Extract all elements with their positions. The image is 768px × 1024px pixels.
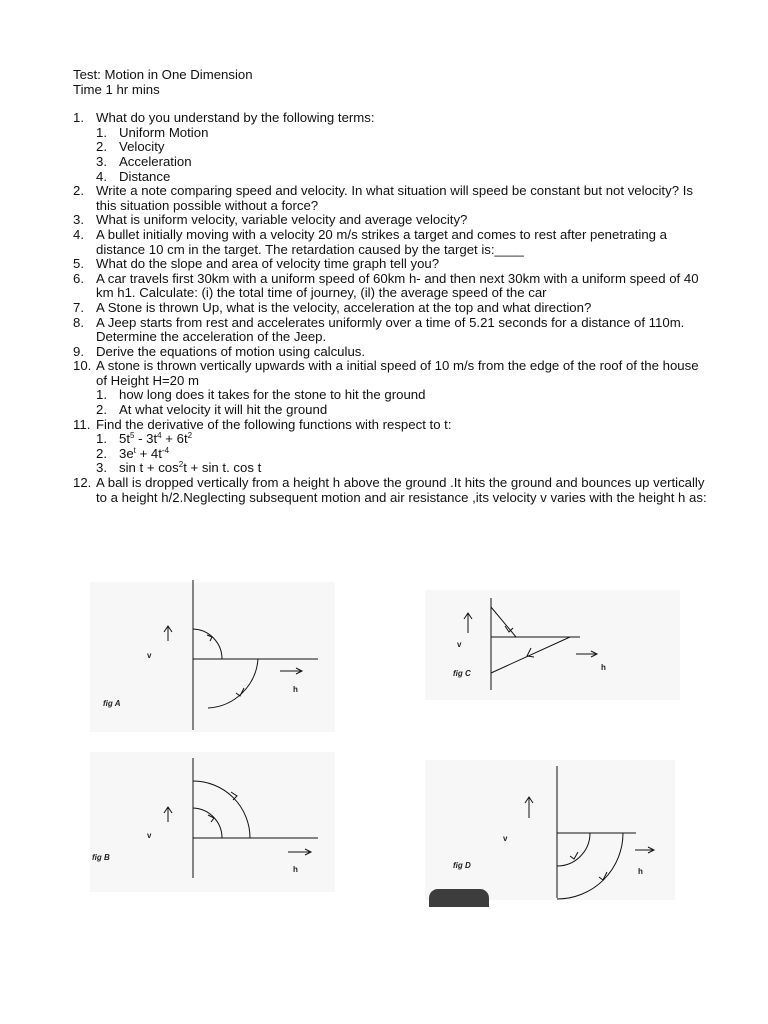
sub-text: At what velocity it will hit the ground <box>119 402 328 418</box>
sub-item <box>96 388 713 403</box>
question-list <box>73 111 713 505</box>
velocity-height-figures <box>0 560 768 920</box>
formula-exponent: -4 <box>161 445 170 455</box>
question-number: 10. <box>73 358 92 374</box>
sub-list <box>96 126 713 184</box>
fig-a-background <box>90 582 335 732</box>
fig-b-background <box>90 752 335 892</box>
document-body <box>73 68 713 505</box>
question-text: What is uniform velocity, variable velocity and average velocity? <box>96 212 468 228</box>
sub-number: 1. <box>96 431 107 447</box>
fig-d-label: fig D <box>453 861 471 870</box>
sub-text: Distance <box>119 168 171 184</box>
question-text: Find the derivative of the following functions with respect to t: <box>96 416 452 432</box>
formula-item <box>96 461 713 476</box>
fig-b-v-label: v <box>147 831 152 840</box>
question-11 <box>73 418 713 476</box>
question-9 <box>73 345 713 360</box>
page-tab[interactable] <box>429 889 489 907</box>
question-number: 11. <box>73 416 91 432</box>
question-number: 4. <box>73 226 84 242</box>
formula-term: - 3t <box>134 431 158 447</box>
fig-c-v-label: v <box>457 640 462 649</box>
question-1 <box>73 111 713 184</box>
question-5 <box>73 257 713 272</box>
question-text: A stone is thrown vertically upwards with a initial speed of 10 m/s from the edge of the roof of the house of Height H=20 m <box>96 358 699 388</box>
formula-term: + 6t <box>161 431 188 447</box>
sub-text: Velocity <box>119 139 165 155</box>
question-text: A bullet initially moving with a velocity 20 m/s strikes a target and comes to rest after penetrating a distance 10 cm in the target. The retardation caused by the target is:____ <box>96 226 667 257</box>
question-10 <box>73 359 713 417</box>
question-2 <box>73 184 713 213</box>
sub-text: Uniform Motion <box>119 124 209 140</box>
sub-number: 2. <box>96 139 107 155</box>
figure-area <box>0 560 768 920</box>
sub-number: 2. <box>96 402 107 418</box>
question-text: What do the slope and area of velocity time graph tell you? <box>96 256 440 272</box>
formula-term: 5t <box>119 431 130 447</box>
formula-item <box>96 432 713 447</box>
sub-item <box>96 170 713 185</box>
test-duration: Time 1 hr mins <box>73 81 160 97</box>
test-title: Test: Motion in One Dimension <box>73 67 253 82</box>
formula-term: 3e <box>119 445 134 461</box>
fig-a-label: fig A <box>103 699 121 708</box>
question-text: Derive the equations of motion using calculus. <box>96 343 366 359</box>
question-6 <box>73 272 713 301</box>
fig-d-h-label: h <box>638 867 643 876</box>
sub-item <box>96 403 713 418</box>
question-12 <box>73 476 713 505</box>
sub-number: 4. <box>96 168 107 184</box>
fig-c-h-label: h <box>601 663 606 672</box>
sub-item <box>96 126 713 141</box>
question-number: 8. <box>73 314 84 330</box>
fig-c-label: fig C <box>453 669 471 678</box>
formula-exponent: 2 <box>187 431 193 441</box>
question-8 <box>73 316 713 345</box>
question-text: A Stone is thrown Up, what is the velocity, acceleration at the top and what direction? <box>96 299 592 315</box>
question-number: 5. <box>73 256 84 272</box>
question-number: 12. <box>73 475 92 491</box>
question-3 <box>73 213 713 228</box>
formula-term: t + sin t. cos t <box>183 460 262 476</box>
question-text: A ball is dropped vertically from a height h above the ground .It hits the ground and bounces up vertically to a height h/2.Neglecting subsequent motion and air resistance ,its velocity v varies with the height h as: <box>96 475 707 505</box>
question-text: A car travels first 30km with a uniform speed of 60km h- and then next 30km with a uniform speed of 40 km h1. Calculate: (i) the total time of journey, (il) the average speed of the car <box>96 270 699 301</box>
formula-exponent: t <box>133 445 136 455</box>
question-text: What do you understand by the following terms: <box>96 110 375 126</box>
sub-item <box>96 140 713 155</box>
question-number: 2. <box>73 183 84 199</box>
fig-a-h-label: h <box>293 685 298 694</box>
formula-term: + 4t <box>135 445 162 461</box>
sub-number: 1. <box>96 387 107 403</box>
question-7 <box>73 301 713 316</box>
question-number: 7. <box>73 299 84 315</box>
sub-number: 1. <box>96 124 107 140</box>
fig-a-v-label: v <box>147 651 152 660</box>
formula-exponent: 2 <box>178 460 184 470</box>
sub-number: 2. <box>96 445 107 461</box>
sub-item <box>96 155 713 170</box>
fig-d-v-label: v <box>503 834 508 843</box>
question-text: A Jeep starts from rest and accelerates uniformly over a time of 5.21 seconds for a distance of 110m. Determine the acceleration of the Jeep. <box>96 314 685 345</box>
formula-exponent: 5 <box>130 431 135 441</box>
sub-text: Acceleration <box>119 153 192 169</box>
sub-list <box>96 388 713 417</box>
question-number: 6. <box>73 270 84 286</box>
formula-item <box>96 447 713 462</box>
fig-d-background <box>425 760 675 900</box>
question-number: 3. <box>73 212 84 228</box>
fig-b-h-label: h <box>293 865 298 874</box>
formula-term: sin t + cos <box>119 460 179 476</box>
sub-text: how long does it takes for the stone to hit the ground <box>119 387 426 403</box>
formula-exponent: 4 <box>157 431 162 441</box>
question-number: 1. <box>73 110 84 126</box>
question-4 <box>73 228 713 257</box>
sub-number: 3. <box>96 460 107 476</box>
question-text: Write a note comparing speed and velocity. In what situation will speed be constant but not velocity? Is this situation possible without a force? <box>96 183 693 213</box>
sub-number: 3. <box>96 153 107 169</box>
question-number: 9. <box>73 343 84 359</box>
formula-list <box>96 432 713 476</box>
fig-b-label: fig B <box>92 853 110 862</box>
